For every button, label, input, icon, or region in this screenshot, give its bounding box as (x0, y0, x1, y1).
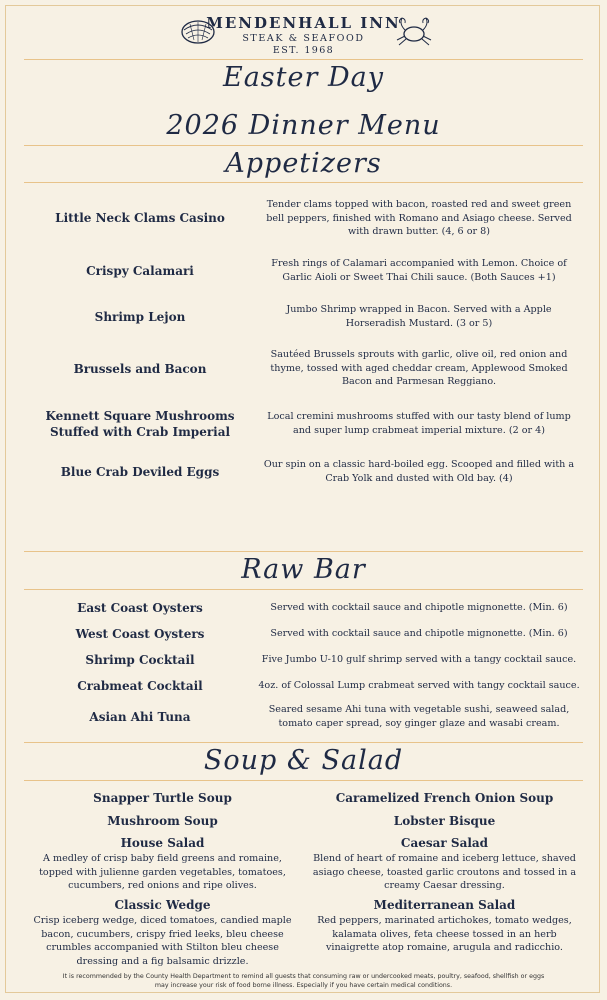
rawbar-name: Crabmeat Cocktail (77, 679, 203, 693)
brand-name: MENDENHALL INN (206, 14, 401, 32)
soup-salad-name: Classic Wedge (114, 898, 211, 912)
soup-salad-name: House Salad (120, 836, 205, 850)
appetizer-desc: Jumbo Shrimp wrapped in Bacon. Served with a Apple Horseradish Mustard. (3 or 5) (286, 304, 552, 329)
rawbar-desc: Served with cocktail sauce and chipotle mignonette. (Min. 6) (270, 628, 568, 639)
soup-salad-name: Caramelized French Onion Soup (335, 791, 554, 805)
soup-salad-desc: Red peppers, marinated artichokes, tomato wedges, kalamata olives, feta cheese tossed in an herb vinaigrette atop romaine, arugula and radicchio. (317, 915, 572, 953)
divider (24, 589, 583, 590)
rawbar-name: Asian Ahi Tuna (89, 710, 191, 724)
appetizer-desc: Our spin on a classic hard-boiled egg. Scooped and filled with a Crab Yolk and dusted with Old bay. (4) (263, 459, 575, 484)
soup-salad-name: Caesar Salad (400, 836, 489, 850)
appetizer-name: Brussels and Bacon (73, 362, 207, 376)
menu-title-line1: Easter Day (223, 62, 384, 93)
rawbar-desc: Served with cocktail sauce and chipotle mignonette. (Min. 6) (270, 602, 568, 613)
crab-icon (394, 14, 434, 48)
soup-salad-name: Mushroom Soup (107, 814, 218, 828)
soup-salad-name: Mediterranean Salad (373, 898, 516, 912)
appetizer-desc: Local cremini mushrooms stuffed with our tasty blend of lump and super lump crabmeat imperial mixture. (2 or 4) (267, 411, 571, 436)
soup-salad-desc: A medley of crisp baby field greens and romaine, topped with julienne garden vegetables, tomatoes, cucumbers, red onions and ripe olives. (39, 853, 286, 891)
appetizer-name: Kennett Square Mushrooms Stuffed with Crab Imperial (45, 409, 235, 439)
rawbar-desc: Five Jumbo U-10 gulf shrimp served with a tangy cocktail sauce. (261, 654, 577, 665)
rawbar-name: East Coast Oysters (77, 601, 203, 615)
menu-title-line2: 2026 Dinner Menu (166, 110, 441, 141)
soup-salad-desc: Blend of heart of romaine and iceberg lettuce, shaved asiago cheese, toasted garlic croutons and tossed in a creamy Caesar dressing. (312, 853, 577, 891)
menu-header (0, 14, 607, 56)
appetizer-desc: Sautéed Brussels sprouts with garlic, olive oil, red onion and thyme, tossed with aged cheddar cream, Applewood Smoked Bacon and Parmesan Reggiano. (270, 349, 568, 387)
soup-salad-name: Lobster Bisque (393, 814, 496, 828)
soup-salad-name: Snapper Turtle Soup (93, 791, 232, 805)
appetizer-desc: Tender clams topped with bacon, roasted red and sweet green bell peppers, finished with Romano and Asiago cheese. Served with drawn butter. (4, 6 or 8) (266, 199, 572, 237)
appetizer-name: Crispy Calamari (86, 264, 194, 278)
divider (24, 182, 583, 183)
soup-salad-heading: Soup & Salad (203, 745, 404, 776)
divider (24, 145, 583, 146)
brand-established: EST. 1968 (272, 45, 335, 56)
appetizer-name: Shrimp Lejon (94, 310, 186, 324)
rawbar-heading: Raw Bar (241, 554, 366, 585)
divider (24, 59, 583, 60)
appetizer-name: Blue Crab Deviled Eggs (60, 465, 220, 479)
soup-salad-desc: Crisp iceberg wedge, diced tomatoes, candied maple bacon, cucumbers, crispy fried leeks, bleu cheese crumbles accompanied with Stilton bleu cheese dressing and a fig balsamic drizzle. (33, 915, 292, 967)
health-disclaimer: It is recommended by the County Health Department to remind all guests that consuming raw or undercooked meats, poultry, seafood, shellfish or eggs may increase your risk of food borne illness. Especially if you have certain medical conditions. (62, 973, 545, 989)
divider (24, 780, 583, 781)
appetizer-name: Little Neck Clams Casino (55, 211, 225, 225)
rawbar-name: West Coast Oysters (75, 627, 205, 641)
brand-block (0, 14, 607, 57)
rawbar-desc: 4oz. of Colossal Lump crabmeat served with tangy cocktail sauce. (258, 680, 580, 691)
rawbar-desc: Seared sesame Ahi tuna with vegetable sushi, seaweed salad, tomato caper spread, soy ginger glaze and wasabi cream. (268, 704, 570, 729)
divider (24, 551, 583, 552)
appetizer-desc: Fresh rings of Calamari accompanied with Lemon. Choice of Garlic Aioli or Sweet Thai Chili sauce. (Both Sauces +1) (271, 258, 567, 283)
rawbar-name: Shrimp Cocktail (85, 653, 195, 667)
divider (24, 742, 583, 743)
appetizers-heading: Appetizers (225, 148, 382, 179)
brand-subtitle: STEAK & SEAFOOD (242, 33, 365, 44)
